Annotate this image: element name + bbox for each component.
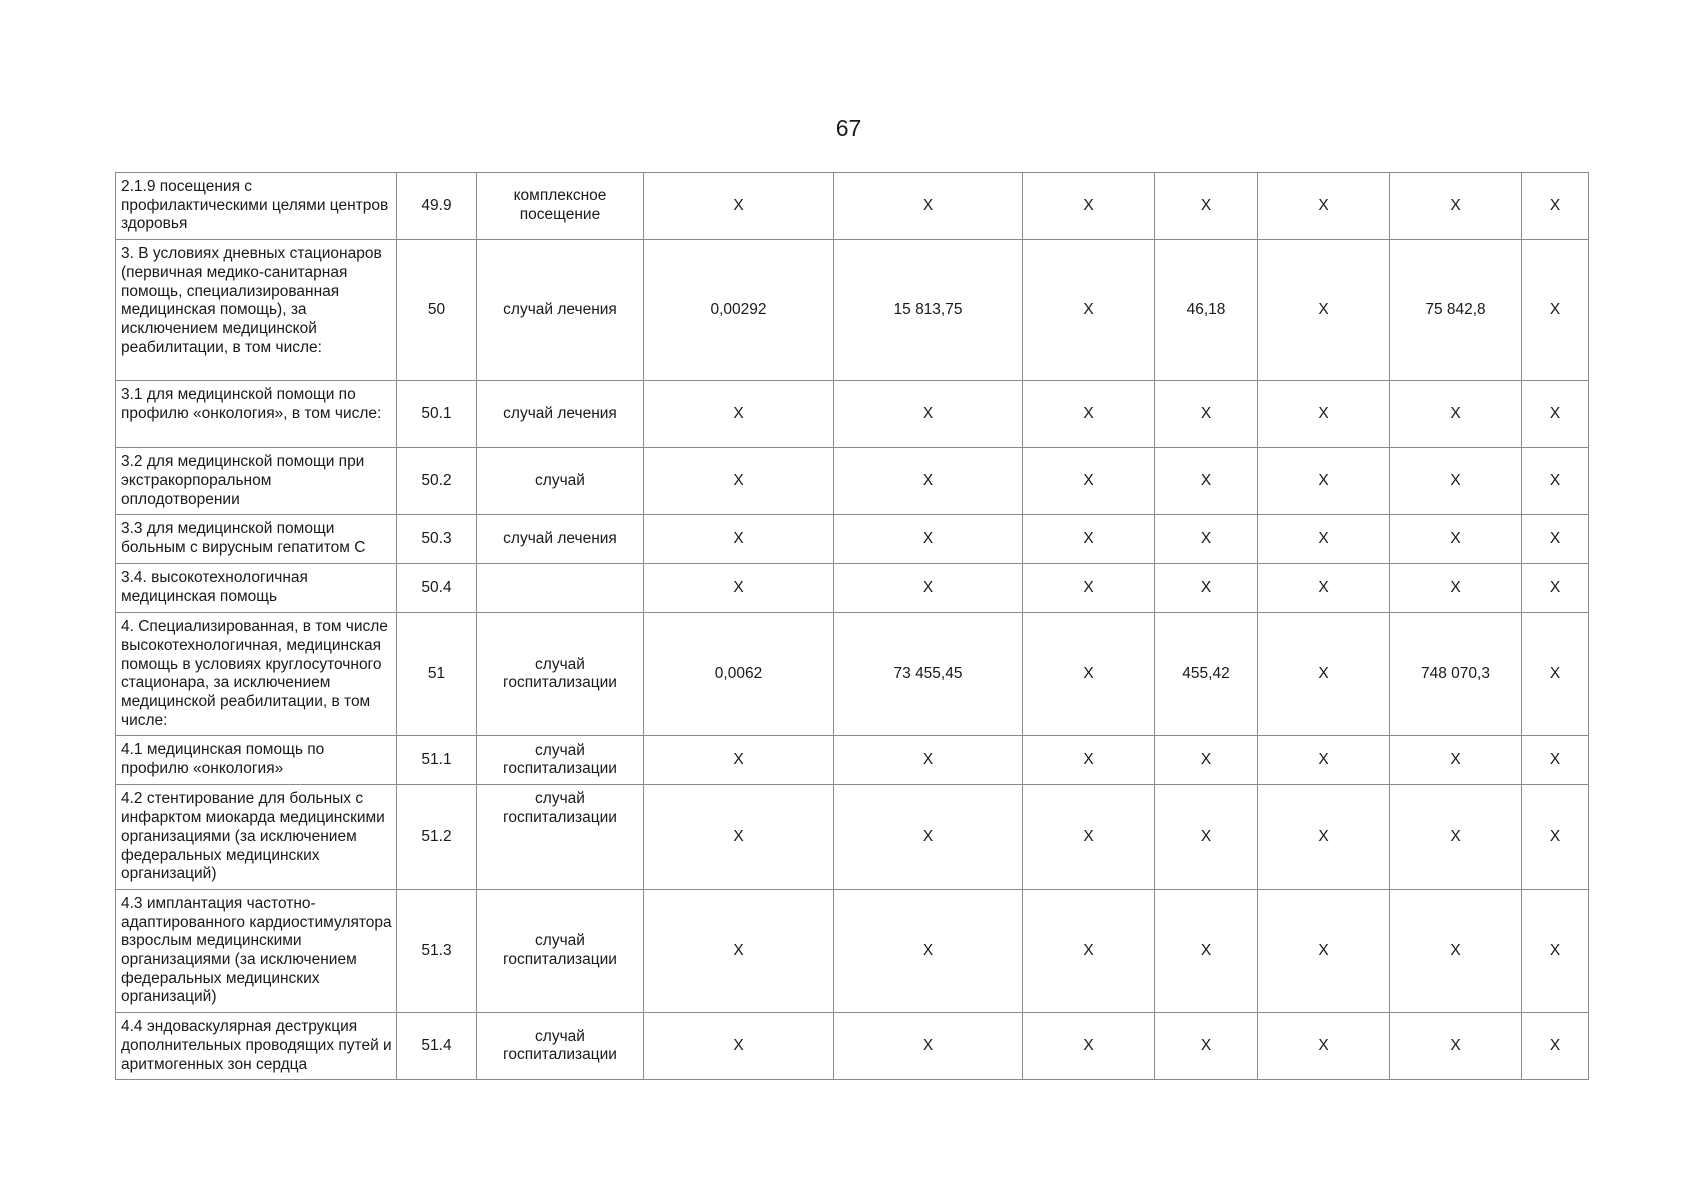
table-row: [116, 613, 1589, 736]
row-unit: случай лечения: [477, 240, 644, 381]
cell-value: X: [1522, 889, 1589, 1012]
cell-value: X: [1390, 1013, 1522, 1080]
cell-value: X: [1258, 785, 1390, 890]
row-code: 50: [397, 240, 477, 381]
cell-value: X: [1522, 736, 1589, 785]
row-name: 2.1.9 посещения с профилактическими целями центров здоровья: [116, 173, 397, 240]
cell-value: X: [1023, 564, 1155, 613]
row-code: 51.3: [397, 889, 477, 1012]
cell-value: X: [1390, 736, 1522, 785]
table-row: [116, 173, 1589, 240]
cell-value: X: [644, 1013, 834, 1080]
row-code: 51.4: [397, 1013, 477, 1080]
cell-value: X: [834, 889, 1023, 1012]
table-row: [116, 448, 1589, 515]
row-unit: случай госпитализации: [477, 736, 644, 785]
cell-value: X: [1155, 1013, 1258, 1080]
cell-value: X: [834, 736, 1023, 785]
cell-value: X: [1023, 173, 1155, 240]
cell-value: 0,00292: [644, 240, 834, 381]
row-unit: случай госпитализации: [477, 1013, 644, 1080]
cell-value: 455,42: [1155, 613, 1258, 736]
row-name: 4.4 эндоваскулярная деструкция дополнительных проводящих путей и аритмогенных зон сердца: [116, 1013, 397, 1080]
row-name: 4.1 медицинская помощь по профилю «онкология»: [116, 736, 397, 785]
row-code: 51.2: [397, 785, 477, 890]
table-row: [116, 381, 1589, 448]
cell-value: X: [1522, 173, 1589, 240]
table-row: [116, 515, 1589, 564]
cell-value: X: [1023, 736, 1155, 785]
cell-value: X: [644, 515, 834, 564]
row-unit: случай госпитализации: [477, 785, 644, 890]
cell-value: 73 455,45: [834, 613, 1023, 736]
cell-value: X: [1023, 785, 1155, 890]
table-row: [116, 889, 1589, 1012]
cell-value: 46,18: [1155, 240, 1258, 381]
table-row: [116, 785, 1589, 890]
cell-value: 15 813,75: [834, 240, 1023, 381]
row-code: 50.3: [397, 515, 477, 564]
row-unit: случай госпитализации: [477, 613, 644, 736]
cell-value: X: [834, 785, 1023, 890]
cell-value: X: [834, 448, 1023, 515]
cell-value: X: [1155, 381, 1258, 448]
cell-value: X: [1258, 889, 1390, 1012]
row-name: 3.1 для медицинской помощи по профилю «онкология», в том числе:: [116, 381, 397, 448]
cell-value: X: [1390, 564, 1522, 613]
cell-value: 0,0062: [644, 613, 834, 736]
row-name: 3.2 для медицинской помощи при экстракорпоральном оплодотворении: [116, 448, 397, 515]
table-row: [116, 736, 1589, 785]
cell-value: X: [834, 515, 1023, 564]
cell-value: X: [1522, 1013, 1589, 1080]
cell-value: 75 842,8: [1390, 240, 1522, 381]
row-code: 51: [397, 613, 477, 736]
cell-value: X: [1155, 736, 1258, 785]
row-unit: случай лечения: [477, 381, 644, 448]
row-name: 3.3 для медицинской помощи больным с вирусным гепатитом С: [116, 515, 397, 564]
cell-value: X: [1155, 173, 1258, 240]
cell-value: X: [1258, 736, 1390, 785]
cell-value: X: [1155, 515, 1258, 564]
table-row: [116, 240, 1589, 381]
cell-value: X: [1522, 613, 1589, 736]
cell-value: X: [1155, 564, 1258, 613]
row-unit: случай: [477, 448, 644, 515]
table-row: [116, 564, 1589, 613]
cell-value: X: [1023, 381, 1155, 448]
row-code: 50.2: [397, 448, 477, 515]
row-unit: случай госпитализации: [477, 889, 644, 1012]
cell-value: X: [1390, 785, 1522, 890]
row-name: 4.3 имплантация частотно-адаптированного кардиостимулятора взрослым медицинскими организациями (за исключением федеральных медицинских организаций): [116, 889, 397, 1012]
page-number: 67: [835, 115, 862, 141]
cell-value: X: [1258, 240, 1390, 381]
row-name: 3. В условиях дневных стационаров (первичная медико-санитарная помощь, специализированная медицинская помощь), за исключением медицинской реабилитации, в том числе:: [116, 240, 397, 381]
cell-value: X: [1258, 1013, 1390, 1080]
cell-value: X: [1390, 448, 1522, 515]
row-name: 4.2 стентирование для больных с инфарктом миокарда медицинскими организациями (за исключением федеральных медицинских организаций): [116, 785, 397, 890]
row-code: 49.9: [397, 173, 477, 240]
cell-value: X: [1258, 515, 1390, 564]
cell-value: X: [1390, 515, 1522, 564]
row-code: 51.1: [397, 736, 477, 785]
cell-value: X: [834, 564, 1023, 613]
cell-value: X: [1155, 785, 1258, 890]
cell-value: X: [1023, 889, 1155, 1012]
cell-value: X: [1258, 173, 1390, 240]
row-name: 4. Специализированная, в том числе высокотехнологичная, медицинская помощь в условиях круглосуточного стационара, за исключением медицинской реабилитации, в том числе:: [116, 613, 397, 736]
cell-value: 748 070,3: [1390, 613, 1522, 736]
row-unit: случай лечения: [477, 515, 644, 564]
cell-value: X: [644, 785, 834, 890]
cell-value: X: [644, 564, 834, 613]
cell-value: X: [1522, 381, 1589, 448]
cell-value: X: [644, 736, 834, 785]
cell-value: X: [1390, 381, 1522, 448]
cell-value: X: [1258, 613, 1390, 736]
cell-value: X: [644, 889, 834, 1012]
financing-standards-table: [115, 172, 1589, 1080]
cell-value: X: [1522, 785, 1589, 890]
cell-value: X: [1390, 889, 1522, 1012]
cell-value: X: [1390, 173, 1522, 240]
cell-value: X: [1522, 240, 1589, 381]
cell-value: X: [1023, 448, 1155, 515]
cell-value: X: [834, 381, 1023, 448]
cell-value: X: [644, 173, 834, 240]
cell-value: X: [1258, 564, 1390, 613]
cell-value: X: [1155, 889, 1258, 1012]
row-code: 50.4: [397, 564, 477, 613]
row-name: 3.4. высокотехнологичная медицинская помощь: [116, 564, 397, 613]
cell-value: X: [1023, 613, 1155, 736]
cell-value: X: [1023, 240, 1155, 381]
cell-value: X: [1258, 448, 1390, 515]
cell-value: X: [1522, 448, 1589, 515]
cell-value: X: [1155, 448, 1258, 515]
cell-value: X: [834, 173, 1023, 240]
cell-value: X: [1023, 1013, 1155, 1080]
cell-value: X: [644, 448, 834, 515]
row-code: 50.1: [397, 381, 477, 448]
cell-value: X: [1023, 515, 1155, 564]
row-unit: [477, 564, 644, 613]
cell-value: X: [644, 381, 834, 448]
row-unit: комплексное посещение: [477, 173, 644, 240]
table-row: [116, 1013, 1589, 1080]
cell-value: X: [834, 1013, 1023, 1080]
cell-value: X: [1522, 515, 1589, 564]
cell-value: X: [1258, 381, 1390, 448]
cell-value: X: [1522, 564, 1589, 613]
